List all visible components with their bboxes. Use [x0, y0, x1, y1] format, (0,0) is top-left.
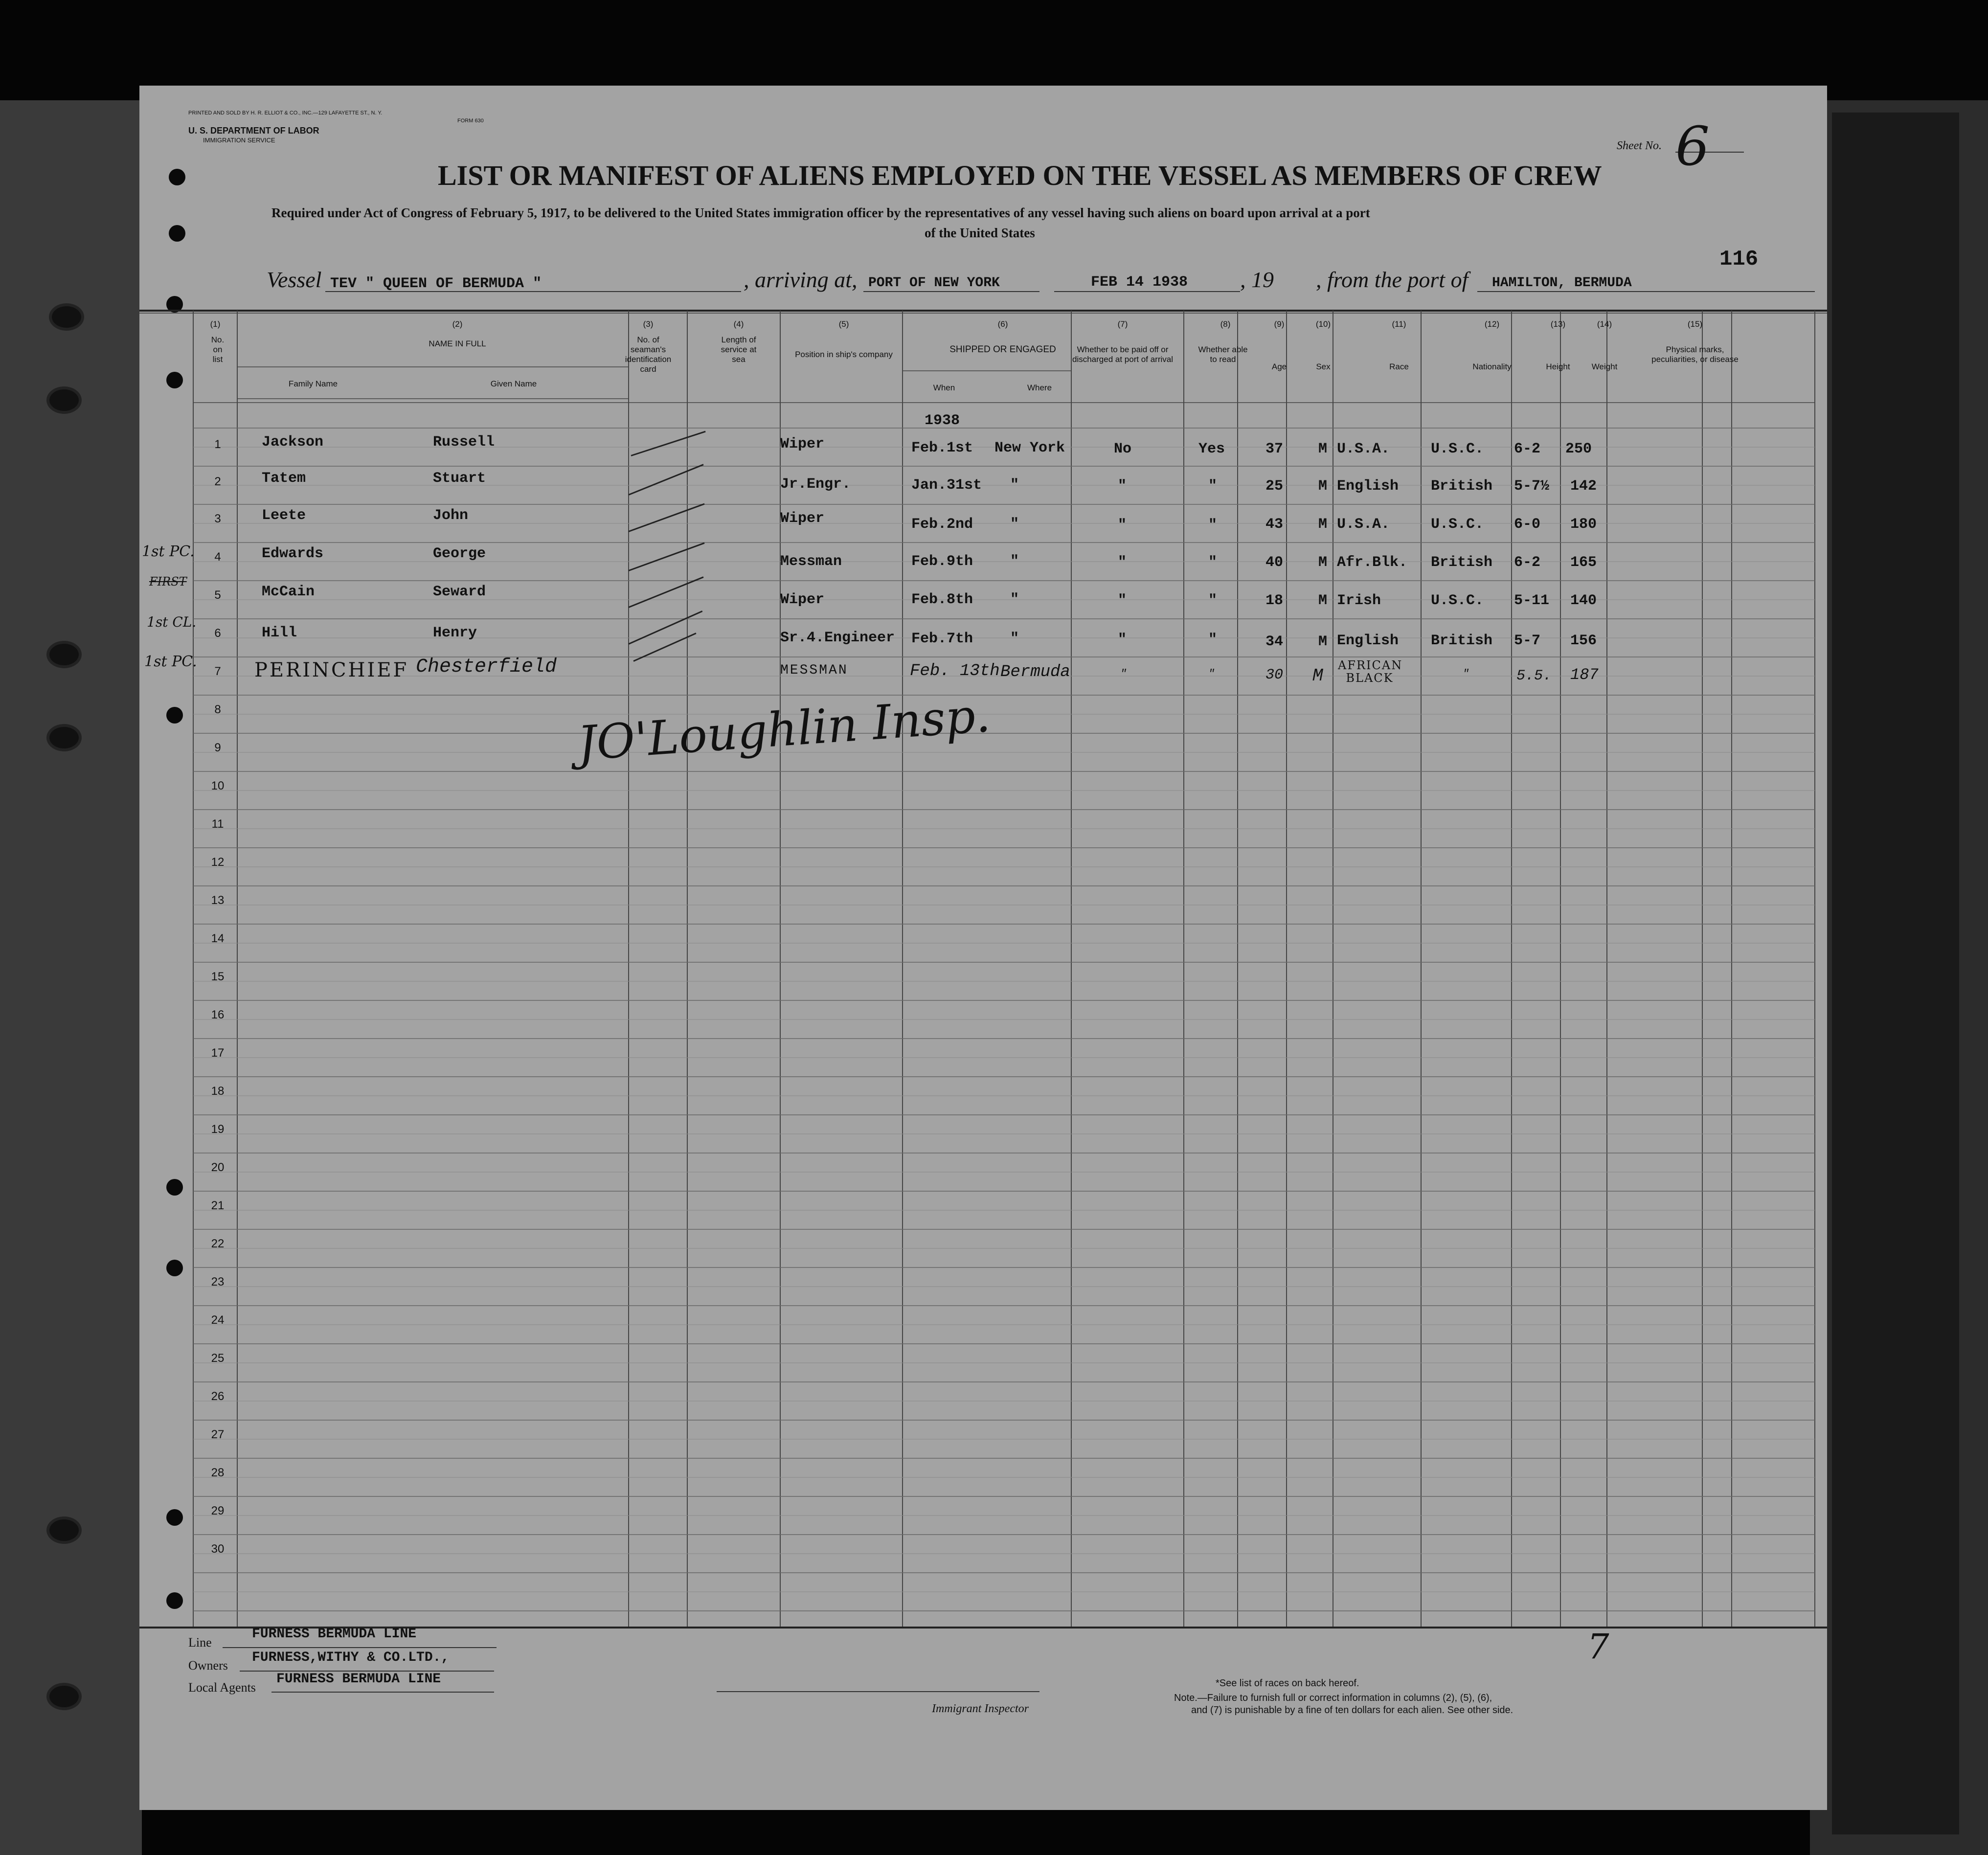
height: 5-7½ [1514, 478, 1550, 495]
given-name: Chesterfield [416, 656, 557, 678]
sex: M [1318, 478, 1328, 495]
nationality: " [1463, 668, 1469, 680]
able-to-read: " [1208, 554, 1218, 571]
sex: M [1312, 666, 1323, 686]
col-header-given: Given Name [490, 379, 537, 388]
arriving-label: , arriving at, [744, 267, 858, 292]
margin-note: 1st PC. [142, 543, 195, 560]
race: English [1337, 478, 1399, 495]
col-header-paid-off: Whether to be paid off or discharged at port of arrival [1072, 345, 1173, 364]
col-header-physical: Physical marks, peculiarities, or disease [1651, 345, 1739, 364]
row-number: 3 [214, 512, 221, 525]
col-header-height: Height [1546, 362, 1570, 371]
shipped-where: New York [994, 440, 1065, 456]
manifest-subtitle: Required under Act of Congress of February 5, 1917, to be delivered to the United States immigration officer by the representatives of any vessel having such aliens on board upon arrival at a port [271, 205, 1370, 220]
owners: FURNESS,WITHY & CO.LTD., [252, 1650, 450, 1665]
inspector-signature-line [717, 1691, 1039, 1692]
col-header-no-on-list: No. on list [211, 335, 225, 364]
penalty-note-2: and (7) is punishable by a fine of ten dollars for each alien. See other side. [1191, 1705, 1514, 1716]
from-port: HAMILTON, BERMUDA [1492, 275, 1632, 291]
col-header-age: Age [1271, 362, 1287, 371]
agents-label: Local Agents [188, 1680, 256, 1695]
col-num-12: (12) [1484, 319, 1500, 329]
binder-hole [46, 1516, 82, 1544]
col-header-where: Where [1027, 383, 1052, 392]
col-num-11: (11) [1392, 319, 1406, 329]
sheet-number: 6 [1675, 115, 1710, 178]
binder-hole [46, 724, 82, 751]
row-number: 11 [211, 817, 224, 831]
row-number: 2 [214, 475, 221, 488]
position: Sr.4.Engineer [780, 630, 895, 646]
year-label: , 19 [1240, 267, 1274, 292]
age: 37 [1265, 441, 1284, 457]
row-number: 10 [211, 779, 225, 792]
family-name: Edwards [262, 545, 324, 562]
weight: 142 [1570, 478, 1597, 495]
paid-off: " [1118, 592, 1127, 609]
given-name: Stuart [433, 470, 486, 487]
position: Wiper [780, 591, 825, 608]
form-number: FORM 630 [457, 118, 484, 124]
family-name: Leete [262, 507, 306, 524]
sex: M [1318, 554, 1328, 571]
binder-hole [46, 641, 82, 668]
nationality: U.S.C. [1431, 592, 1484, 609]
family-name: McCain [262, 584, 315, 600]
row-number: 26 [211, 1390, 225, 1403]
vessel-name: TEV " QUEEN OF BERMUDA " [330, 275, 542, 292]
age: 34 [1265, 633, 1284, 650]
row-number: 9 [214, 741, 221, 754]
row-number: 16 [211, 1008, 225, 1021]
age: 18 [1265, 592, 1284, 609]
row-number: 27 [211, 1428, 225, 1441]
shipped-when: Feb.2nd [911, 516, 973, 533]
shipped-where: " [1010, 591, 1019, 608]
race: Irish [1337, 592, 1381, 609]
row-number: 7 [214, 665, 221, 678]
race: U.S.A. [1337, 516, 1390, 533]
col-header-read: Whether able to read [1198, 345, 1248, 364]
col-num-6: (6) [997, 319, 1008, 329]
age: 40 [1265, 554, 1284, 571]
nationality: British [1431, 554, 1493, 571]
row-number: 19 [211, 1123, 225, 1136]
manifest-subtitle-2: of the United States [925, 226, 1035, 240]
able-to-read: " [1208, 478, 1218, 495]
col-num-10: (10) [1315, 319, 1331, 329]
shipped-when: Feb.7th [911, 631, 973, 647]
height: 5.5. [1516, 668, 1552, 684]
weight: 187 [1570, 666, 1599, 684]
binder-hole [46, 1683, 82, 1710]
shipping-line: FURNESS BERMUDA LINE [252, 1627, 417, 1642]
margin-note: 1st PC. [144, 653, 197, 670]
year-heading: 1938 [925, 412, 960, 429]
row-number: 20 [211, 1161, 225, 1174]
weight: 180 [1570, 516, 1597, 533]
family-name: Hill [262, 625, 297, 641]
able-to-read: Yes [1198, 441, 1225, 457]
given-name: John [433, 507, 469, 524]
age: 43 [1265, 516, 1284, 533]
height: 5-7 [1514, 633, 1541, 649]
local-agents: FURNESS BERMUDA LINE [276, 1672, 441, 1687]
col-num-13: (13) [1550, 319, 1566, 329]
height: 6-0 [1514, 516, 1541, 533]
given-name: George [433, 545, 486, 562]
sex: M [1318, 592, 1328, 609]
row-number: 5 [214, 588, 221, 602]
line-label: Line [188, 1635, 212, 1650]
from-label: , from the port of [1316, 267, 1468, 292]
given-name: Seward [433, 584, 486, 600]
row-number: 28 [211, 1466, 225, 1479]
family-name: PERINCHIEF [254, 659, 409, 681]
col-header-nationality: Nationality [1472, 362, 1512, 371]
height: 6-2 [1514, 554, 1541, 571]
able-to-read: " [1208, 592, 1218, 609]
shipped-when: Jan.31st [911, 477, 982, 494]
races-note: *See list of races on back hereof. [1216, 1678, 1359, 1689]
shipped-where: " [1010, 516, 1019, 533]
position: MESSMAN [780, 663, 848, 678]
inspector-signature: JO'Loughlin Insp. [576, 687, 992, 771]
owners-label: Owners [188, 1658, 228, 1673]
col-num-4: (4) [733, 319, 744, 329]
binder-hole [46, 386, 82, 414]
row-number: 17 [211, 1046, 225, 1060]
col-header-service: Length of service at sea [721, 335, 757, 364]
binder-hole [49, 303, 84, 331]
col-header-race: Race [1389, 362, 1409, 371]
shipped-when: Feb. 13th [910, 662, 1000, 680]
paid-off: " [1118, 554, 1127, 571]
row-number: 4 [214, 550, 221, 564]
row-number: 21 [211, 1199, 225, 1212]
shipped-where: Bermuda [1000, 663, 1070, 681]
row-number: 8 [214, 703, 221, 716]
row-number: 14 [211, 932, 225, 945]
shipped-where: " [1010, 553, 1019, 570]
backing-sheet-shadow [1832, 113, 1959, 1834]
col-num-14: (14) [1597, 319, 1612, 329]
col-num-7: (7) [1117, 319, 1128, 329]
row-number: 18 [211, 1085, 225, 1098]
penalty-note-1: Note.—Failure to furnish full or correct information in columns (2), (5), (6), [1174, 1693, 1492, 1703]
nationality: U.S.C. [1431, 516, 1484, 533]
manifest-title: LIST OR MANIFEST OF ALIENS EMPLOYED ON THE VESSEL AS MEMBERS OF CREW [438, 159, 1602, 191]
col-num-1: (1) [210, 319, 221, 329]
paid-off: " [1118, 517, 1127, 534]
sex: M [1318, 516, 1328, 533]
paid-off: No [1114, 441, 1132, 457]
shipped-where: " [1010, 631, 1019, 647]
weight: 250 [1565, 441, 1592, 457]
age: 25 [1265, 478, 1284, 495]
weight: 140 [1570, 592, 1597, 609]
position: Wiper [780, 436, 825, 452]
nationality: U.S.C. [1431, 441, 1484, 457]
race: U.S.A. [1337, 441, 1390, 457]
margin-note: FIRST [149, 575, 187, 588]
position: Wiper [780, 510, 825, 527]
vessel-label: Vessel [267, 267, 322, 292]
able-to-read: " [1208, 668, 1215, 680]
printer-imprint: PRINTED AND SOLD BY H. R. ELLIOT & CO., INC.—129 LAFAYETTE ST., N. Y. [188, 110, 383, 116]
race: English [1337, 633, 1399, 649]
col-num-15: (15) [1687, 319, 1703, 329]
row-number: 15 [211, 970, 225, 983]
nationality: British [1431, 478, 1493, 495]
col-num-5: (5) [838, 319, 849, 329]
position: Messman [780, 553, 842, 570]
col-header-when: When [933, 383, 955, 392]
able-to-read: " [1208, 517, 1218, 534]
col-header-position: Position in ship's company [795, 350, 893, 359]
paid-off: " [1120, 668, 1127, 680]
row-number: 25 [211, 1352, 225, 1365]
shipped-when: Feb.9th [911, 553, 973, 570]
able-to-read: " [1208, 632, 1218, 648]
col-num-8: (8) [1220, 319, 1231, 329]
col-header-sex: Sex [1316, 362, 1331, 371]
height: 6-2 [1514, 441, 1541, 457]
row-number: 12 [211, 856, 225, 869]
sex: M [1318, 633, 1328, 650]
shipped-when: Feb.8th [911, 591, 973, 608]
line-underline [223, 1647, 497, 1648]
agents-underline [271, 1692, 494, 1693]
col-num-9: (9) [1274, 319, 1285, 329]
arrival-date: FEB 14 1938 [1091, 274, 1188, 291]
page-number: 116 [1719, 247, 1759, 271]
arrival-port: PORT OF NEW YORK [868, 275, 1000, 291]
col-header-family: Family Name [288, 379, 338, 388]
weight: 156 [1570, 633, 1597, 649]
paid-off: " [1118, 478, 1127, 495]
service-name: IMMIGRATION SERVICE [203, 136, 275, 144]
nationality: British [1431, 633, 1493, 649]
col-header-id-card: No. of seaman's identification card [625, 335, 672, 374]
row-number: 6 [214, 627, 221, 640]
row-number: 30 [211, 1542, 225, 1556]
row-number: 22 [211, 1237, 225, 1250]
row-number: 13 [211, 894, 225, 907]
given-name: Russell [433, 434, 495, 451]
family-name: Jackson [262, 434, 324, 451]
col-num-3: (3) [643, 319, 654, 329]
col-num-2: (2) [452, 319, 463, 329]
height: 5-11 [1514, 592, 1550, 609]
shipped-where: " [1010, 477, 1019, 494]
binder-strip [0, 100, 142, 1855]
row-number: 23 [211, 1275, 225, 1289]
row-number: 29 [211, 1504, 225, 1517]
race: AFRICAN BLACK [1338, 658, 1403, 685]
position: Jr.Engr. [780, 476, 851, 493]
col-header-name: NAME IN FULL [429, 339, 486, 348]
inspector-label: Immigrant Inspector [932, 1702, 1029, 1715]
family-name: Tatem [262, 470, 306, 487]
given-name: Henry [433, 625, 477, 641]
sheet-label: Sheet No. [1617, 139, 1662, 152]
department-name: U. S. DEPARTMENT OF LABOR [188, 126, 319, 136]
race: Afr.Blk. [1337, 554, 1408, 571]
manifest-sheet [139, 86, 1827, 1810]
margin-note: 1st CL. [147, 614, 197, 630]
tally-mark: 7 [1587, 1627, 1609, 1667]
paid-off: " [1118, 632, 1127, 648]
col-header-weight: Weight [1591, 362, 1618, 371]
row-number: 24 [211, 1313, 225, 1327]
age: 30 [1265, 667, 1284, 683]
sex: M [1318, 441, 1328, 457]
col-header-shipped: SHIPPED OR ENGAGED [949, 344, 1056, 355]
row-number: 1 [214, 438, 221, 451]
shipped-when: Feb.1st [911, 440, 973, 456]
weight: 165 [1570, 554, 1597, 571]
